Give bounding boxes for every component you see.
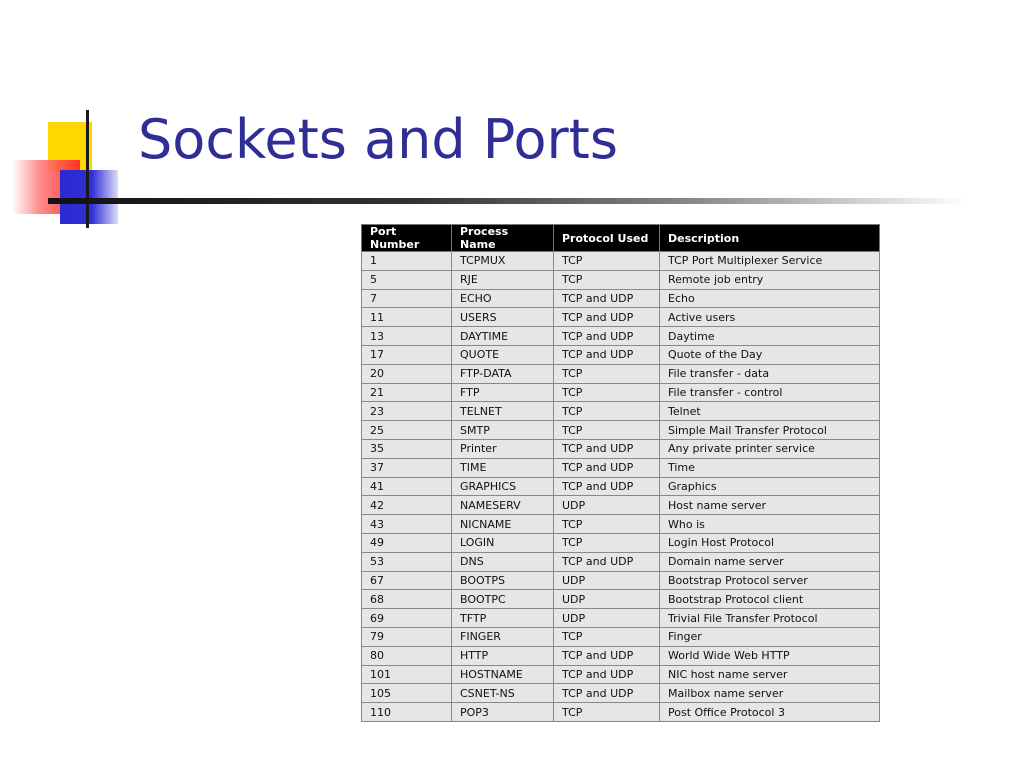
process-name-cell: BOOTPC bbox=[452, 590, 554, 609]
table-row bbox=[362, 477, 880, 496]
table-body bbox=[362, 252, 880, 722]
header-port-number: Port Number bbox=[362, 225, 452, 252]
process-name-cell: HOSTNAME bbox=[452, 665, 554, 684]
protocol-cell: UDP bbox=[554, 496, 660, 515]
table-row bbox=[362, 609, 880, 628]
description-cell: Who is bbox=[660, 515, 880, 534]
logo-blue-square bbox=[60, 170, 118, 224]
process-name-cell: USERS bbox=[452, 308, 554, 327]
table-row bbox=[362, 252, 880, 271]
description-cell: Active users bbox=[660, 308, 880, 327]
protocol-cell: TCP and UDP bbox=[554, 684, 660, 703]
table-row bbox=[362, 439, 880, 458]
table-row bbox=[362, 496, 880, 515]
description-cell: Quote of the Day bbox=[660, 345, 880, 364]
process-name-cell: RJE bbox=[452, 270, 554, 289]
table-row bbox=[362, 270, 880, 289]
port-number-cell: 7 bbox=[362, 289, 452, 308]
port-number-cell: 80 bbox=[362, 646, 452, 665]
protocol-cell: TCP and UDP bbox=[554, 665, 660, 684]
process-name-cell: CSNET-NS bbox=[452, 684, 554, 703]
table-row bbox=[362, 665, 880, 684]
description-cell: World Wide Web HTTP bbox=[660, 646, 880, 665]
table-row bbox=[362, 627, 880, 646]
table-row bbox=[362, 703, 880, 722]
process-name-cell: ECHO bbox=[452, 289, 554, 308]
port-number-cell: 13 bbox=[362, 327, 452, 346]
protocol-cell: TCP bbox=[554, 421, 660, 440]
process-name-cell: SMTP bbox=[452, 421, 554, 440]
process-name-cell: TCPMUX bbox=[452, 252, 554, 271]
slide-logo-decoration bbox=[0, 0, 160, 240]
process-name-cell: FTP-DATA bbox=[452, 364, 554, 383]
table-row bbox=[362, 308, 880, 327]
protocol-cell: TCP and UDP bbox=[554, 345, 660, 364]
port-number-cell: 37 bbox=[362, 458, 452, 477]
description-cell: Graphics bbox=[660, 477, 880, 496]
table-header-row bbox=[362, 225, 880, 252]
description-cell: Domain name server bbox=[660, 552, 880, 571]
protocol-cell: UDP bbox=[554, 590, 660, 609]
table-row bbox=[362, 684, 880, 703]
process-name-cell: DAYTIME bbox=[452, 327, 554, 346]
process-name-cell: HTTP bbox=[452, 646, 554, 665]
description-cell: File transfer - data bbox=[660, 364, 880, 383]
table-row bbox=[362, 364, 880, 383]
protocol-cell: TCP bbox=[554, 252, 660, 271]
table-row bbox=[362, 402, 880, 421]
protocol-cell: TCP and UDP bbox=[554, 439, 660, 458]
port-number-cell: 41 bbox=[362, 477, 452, 496]
ports-table-container bbox=[361, 224, 880, 722]
description-cell: Remote job entry bbox=[660, 270, 880, 289]
protocol-cell: TCP and UDP bbox=[554, 308, 660, 327]
port-number-cell: 35 bbox=[362, 439, 452, 458]
description-cell: Daytime bbox=[660, 327, 880, 346]
protocol-cell: UDP bbox=[554, 609, 660, 628]
port-number-cell: 43 bbox=[362, 515, 452, 534]
description-cell: Time bbox=[660, 458, 880, 477]
protocol-cell: TCP bbox=[554, 402, 660, 421]
process-name-cell: TFTP bbox=[452, 609, 554, 628]
description-cell: Post Office Protocol 3 bbox=[660, 703, 880, 722]
process-name-cell: BOOTPS bbox=[452, 571, 554, 590]
table-row bbox=[362, 552, 880, 571]
ports-table bbox=[361, 224, 880, 722]
port-number-cell: 105 bbox=[362, 684, 452, 703]
process-name-cell: QUOTE bbox=[452, 345, 554, 364]
protocol-cell: TCP and UDP bbox=[554, 327, 660, 346]
description-cell: Host name server bbox=[660, 496, 880, 515]
title-underline bbox=[48, 198, 968, 204]
description-cell: Login Host Protocol bbox=[660, 533, 880, 552]
table-row bbox=[362, 571, 880, 590]
port-number-cell: 1 bbox=[362, 252, 452, 271]
header-protocol-used: Protocol Used bbox=[554, 225, 660, 252]
header-description: Description bbox=[660, 225, 880, 252]
port-number-cell: 69 bbox=[362, 609, 452, 628]
process-name-cell: NAMESERV bbox=[452, 496, 554, 515]
logo-vertical-line bbox=[86, 110, 89, 228]
protocol-cell: TCP and UDP bbox=[554, 289, 660, 308]
description-cell: Trivial File Transfer Protocol bbox=[660, 609, 880, 628]
process-name-cell: LOGIN bbox=[452, 533, 554, 552]
process-name-cell: Printer bbox=[452, 439, 554, 458]
description-cell: NIC host name server bbox=[660, 665, 880, 684]
port-number-cell: 101 bbox=[362, 665, 452, 684]
port-number-cell: 21 bbox=[362, 383, 452, 402]
protocol-cell: TCP bbox=[554, 515, 660, 534]
description-cell: Simple Mail Transfer Protocol bbox=[660, 421, 880, 440]
table-row bbox=[362, 327, 880, 346]
protocol-cell: TCP bbox=[554, 627, 660, 646]
protocol-cell: TCP and UDP bbox=[554, 646, 660, 665]
description-cell: Finger bbox=[660, 627, 880, 646]
process-name-cell: FTP bbox=[452, 383, 554, 402]
port-number-cell: 49 bbox=[362, 533, 452, 552]
port-number-cell: 79 bbox=[362, 627, 452, 646]
protocol-cell: TCP bbox=[554, 533, 660, 552]
port-number-cell: 67 bbox=[362, 571, 452, 590]
port-number-cell: 23 bbox=[362, 402, 452, 421]
process-name-cell: NICNAME bbox=[452, 515, 554, 534]
table-row bbox=[362, 421, 880, 440]
protocol-cell: TCP bbox=[554, 383, 660, 402]
table-row bbox=[362, 646, 880, 665]
port-number-cell: 5 bbox=[362, 270, 452, 289]
protocol-cell: TCP and UDP bbox=[554, 552, 660, 571]
table-row bbox=[362, 458, 880, 477]
protocol-cell: TCP bbox=[554, 270, 660, 289]
port-number-cell: 25 bbox=[362, 421, 452, 440]
description-cell: Telnet bbox=[660, 402, 880, 421]
protocol-cell: TCP bbox=[554, 703, 660, 722]
table-row bbox=[362, 345, 880, 364]
table-row bbox=[362, 515, 880, 534]
protocol-cell: TCP bbox=[554, 364, 660, 383]
description-cell: Mailbox name server bbox=[660, 684, 880, 703]
port-number-cell: 68 bbox=[362, 590, 452, 609]
description-cell: Echo bbox=[660, 289, 880, 308]
description-cell: File transfer - control bbox=[660, 383, 880, 402]
process-name-cell: FINGER bbox=[452, 627, 554, 646]
table-row bbox=[362, 533, 880, 552]
protocol-cell: TCP and UDP bbox=[554, 477, 660, 496]
port-number-cell: 20 bbox=[362, 364, 452, 383]
port-number-cell: 11 bbox=[362, 308, 452, 327]
table-row bbox=[362, 590, 880, 609]
process-name-cell: DNS bbox=[452, 552, 554, 571]
protocol-cell: UDP bbox=[554, 571, 660, 590]
description-cell: TCP Port Multiplexer Service bbox=[660, 252, 880, 271]
process-name-cell: GRAPHICS bbox=[452, 477, 554, 496]
description-cell: Any private printer service bbox=[660, 439, 880, 458]
header-process-name: Process Name bbox=[452, 225, 554, 252]
process-name-cell: TELNET bbox=[452, 402, 554, 421]
port-number-cell: 110 bbox=[362, 703, 452, 722]
port-number-cell: 42 bbox=[362, 496, 452, 515]
port-number-cell: 17 bbox=[362, 345, 452, 364]
description-cell: Bootstrap Protocol server bbox=[660, 571, 880, 590]
process-name-cell: POP3 bbox=[452, 703, 554, 722]
protocol-cell: TCP and UDP bbox=[554, 458, 660, 477]
process-name-cell: TIME bbox=[452, 458, 554, 477]
table-row bbox=[362, 383, 880, 402]
slide-title: Sockets and Ports bbox=[138, 108, 618, 171]
table-row bbox=[362, 289, 880, 308]
description-cell: Bootstrap Protocol client bbox=[660, 590, 880, 609]
port-number-cell: 53 bbox=[362, 552, 452, 571]
